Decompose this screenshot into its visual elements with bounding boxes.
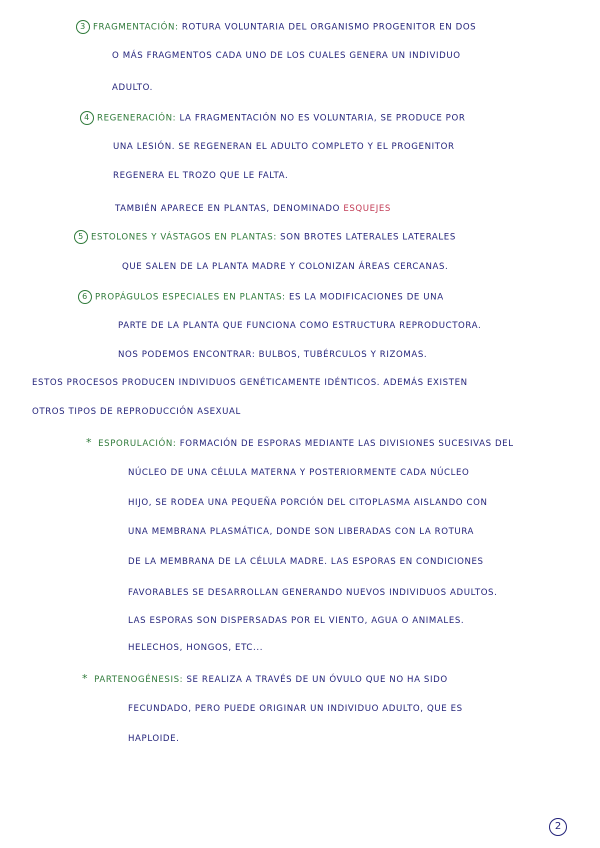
sporulation-text-3: HIJO, SE RODEA UNA PEQUEÑA PORCIÓN DEL CITOPLASMA AISLANDO CON [128, 498, 488, 508]
summary-text-2: OTROS TIPOS DE REPRODUCCIÓN ASEXUAL [32, 407, 241, 417]
item-number-5: 5 [74, 230, 88, 244]
sporulation-text-5: DE LA MEMBRANA DE LA CÉLULA MADRE. LAS ESPORAS EN CONDICIONES [128, 557, 484, 567]
item-4-line-1 [80, 111, 465, 125]
item-3-text-3: ADULTO. [112, 83, 153, 93]
item-4-heading: REGENERACIÓN: [97, 113, 177, 124]
page-number: 2 [549, 818, 567, 836]
parthenogenesis-text-3: HAPLOIDE. [128, 734, 180, 744]
item-3-heading: FRAGMENTACIÓN: [93, 22, 179, 33]
item-3-text-2: O MÁS FRAGMENTOS CADA UNO DE LOS CUALES GENERA UN INDIVIDUO [112, 51, 461, 61]
item-4-line-4 [115, 203, 391, 215]
bullet-asterisk: * [82, 672, 89, 685]
item-5-line-1 [74, 230, 456, 244]
sporulation-text-6: FAVORABLES SE DESARROLLAN GENERANDO NUEVOS INDIVIDUOS ADULTOS. [128, 588, 498, 598]
parthenogenesis-text-1: SE REALIZA A TRAVÉS DE UN ÓVULO QUE NO HA SIDO [186, 675, 448, 685]
item-6-heading: PROPÁGULOS ESPECIALES EN PLANTAS: [95, 292, 286, 303]
item-4-text-1: LA FRAGMENTACIÓN NO ES VOLUNTARIA, SE PRODUCE POR [179, 113, 466, 124]
item-6-line-1 [78, 290, 444, 304]
bullet-asterisk: * [86, 436, 93, 449]
sporulation-text-8: HELECHOS, HONGOS, ETC... [128, 643, 264, 653]
item-4-text-4: TAMBIÉN APARECE EN PLANTAS, DENOMINADO [115, 204, 340, 214]
sporulation-text-7: LAS ESPORAS SON DISPERSADAS POR EL VIENTO, AGUA O ANIMALES. [128, 616, 465, 626]
item-4-highlight: ESQUEJES [343, 204, 391, 214]
item-number-6: 6 [78, 290, 92, 304]
item-6-text-3: NOS PODEMOS ENCONTRAR: BULBOS, TUBÉRCULOS Y RIZOMAS. [118, 350, 428, 360]
item-4-text-3: REGENERA EL TROZO QUE LE FALTA. [113, 171, 289, 181]
item-number-3: 3 [76, 20, 90, 34]
item-5-text-1: SON BROTES LATERALES LATERALES [280, 232, 456, 243]
item-3-text-1: ROTURA VOLUNTARIA DEL ORGANISMO PROGENITOR EN DOS [181, 22, 477, 33]
sporulation-heading: ESPORULACIÓN: [98, 439, 177, 449]
parthenogenesis-heading: PARTENOGÉNESIS: [94, 675, 184, 685]
item-6-text-2: PARTE DE LA PLANTA QUE FUNCIONA COMO ESTRUCTURA REPRODUCTORA. [118, 321, 482, 331]
parthenogenesis-text-2: FECUNDADO, PERO PUEDE ORIGINAR UN INDIVIDUO ADULTO, QUE ES [128, 704, 463, 714]
item-5-heading: ESTOLONES Y VÁSTAGOS EN PLANTAS: [91, 232, 277, 243]
parthenogenesis-line-1 [82, 673, 448, 686]
sporulation-text-1: FORMACIÓN DE ESPORAS MEDIANTE LAS DIVISIONES SUCESIVAS DEL [179, 439, 514, 449]
sporulation-text-2: NÚCLEO DE UNA CÉLULA MATERNA Y POSTERIORMENTE CADA NÚCLEO [128, 468, 470, 478]
item-6-text-1: ES LA MODIFICACIONES DE UNA [289, 292, 444, 303]
item-number-4: 4 [80, 111, 94, 125]
summary-text-1: ESTOS PROCESOS PRODUCEN INDIVIDUOS GENÉTICAMENTE IDÉNTICOS. ADEMÁS EXISTEN [32, 378, 468, 388]
item-3-line-1 [76, 20, 476, 34]
item-4-text-2: UNA LESIÓN. SE REGENERAN EL ADULTO COMPLETO Y EL PROGENITOR [113, 142, 455, 152]
item-5-text-2: QUE SALEN DE LA PLANTA MADRE Y COLONIZAN ÁREAS CERCANAS. [122, 262, 449, 272]
sporulation-line-1 [86, 437, 514, 450]
sporulation-text-4: UNA MEMBRANA PLASMÁTICA, DONDE SON LIBERADAS CON LA ROTURA [128, 527, 475, 537]
